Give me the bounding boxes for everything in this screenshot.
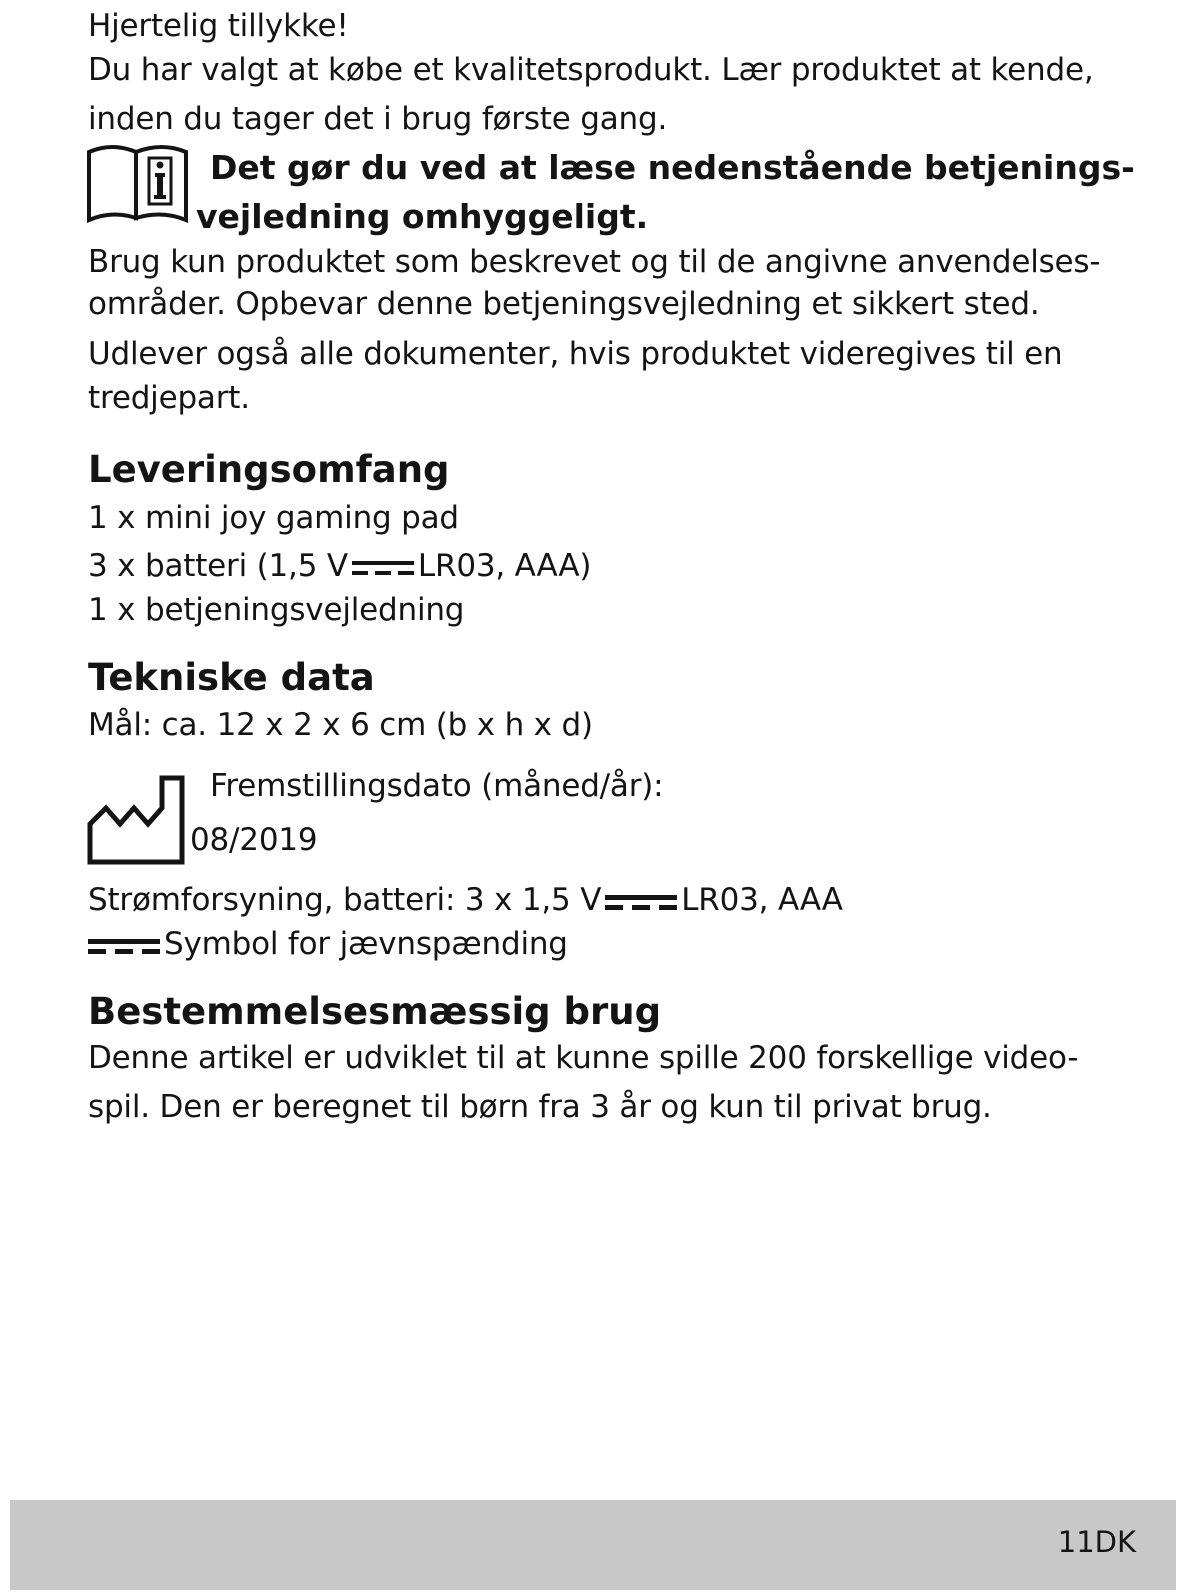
direct-current-icon — [605, 892, 677, 912]
intro-line-2: inden du tager det i brug første gang. — [88, 101, 668, 137]
dc-symbol-legend — [88, 924, 568, 964]
warning-bold-line-1: Det gør du ved at læse nedenstående betjenings- — [210, 148, 1135, 187]
delivery-item-2 — [88, 546, 591, 586]
intended-use-line-1: Denne artikel er udviklet til at kunne spille 200 forskellige video- — [88, 1040, 1079, 1076]
page-number: 11DK — [1057, 1525, 1136, 1559]
power-supply-suffix: LR03, AAA — [681, 882, 843, 918]
read-manual-icon — [86, 140, 192, 226]
intro-line-4: områder. Opbevar denne betjeningsvejledning et sikkert sted. — [88, 286, 1040, 322]
delivery-heading: Leveringsomfang — [88, 448, 450, 491]
delivery-item-3: 1 x betjeningsvejledning — [88, 592, 465, 628]
intro-line-5: Udlever også alle dokumenter, hvis produktet videregives til en — [88, 336, 1063, 372]
dimensions: Mål: ca. 12 x 2 x 6 cm (b x h x d) — [88, 707, 593, 743]
greeting: Hjertelig tillykke! — [88, 8, 349, 44]
intro-line-3: Brug kun produktet som beskrevet og til de angivne anvendelses- — [88, 244, 1101, 280]
manufacture-date: 08/2019 — [190, 822, 318, 858]
delivery-item-2-prefix: 3 x batteri (1,5 V — [88, 548, 348, 584]
manufacturer-date-icon — [86, 774, 188, 866]
delivery-item-1: 1 x mini joy gaming pad — [88, 500, 459, 536]
delivery-item-2-suffix: LR03, AAA) — [417, 548, 592, 584]
power-supply-prefix: Strømforsyning, batteri: 3 x 1,5 V — [88, 882, 602, 918]
technical-heading: Tekniske data — [88, 656, 375, 699]
intro-line-1: Du har valgt at købe et kvalitetsprodukt. Lær produktet at kende, — [88, 52, 1094, 88]
intro-line-6: tredjepart. — [88, 380, 250, 416]
page-footer — [10, 1500, 1176, 1590]
direct-current-icon — [88, 936, 160, 956]
warning-bold-line-2: vejledning omhyggeligt. — [196, 197, 649, 236]
dc-symbol-text: Symbol for jævnspænding — [164, 926, 568, 962]
power-supply — [88, 880, 843, 920]
intended-use-line-2: spil. Den er beregnet til børn fra 3 år og kun til privat brug. — [88, 1089, 992, 1125]
direct-current-icon — [352, 558, 414, 578]
intended-use-heading: Bestemmelsesmæssig brug — [88, 990, 662, 1033]
manufacture-label: Fremstillingsdato (måned/år): — [210, 768, 664, 804]
